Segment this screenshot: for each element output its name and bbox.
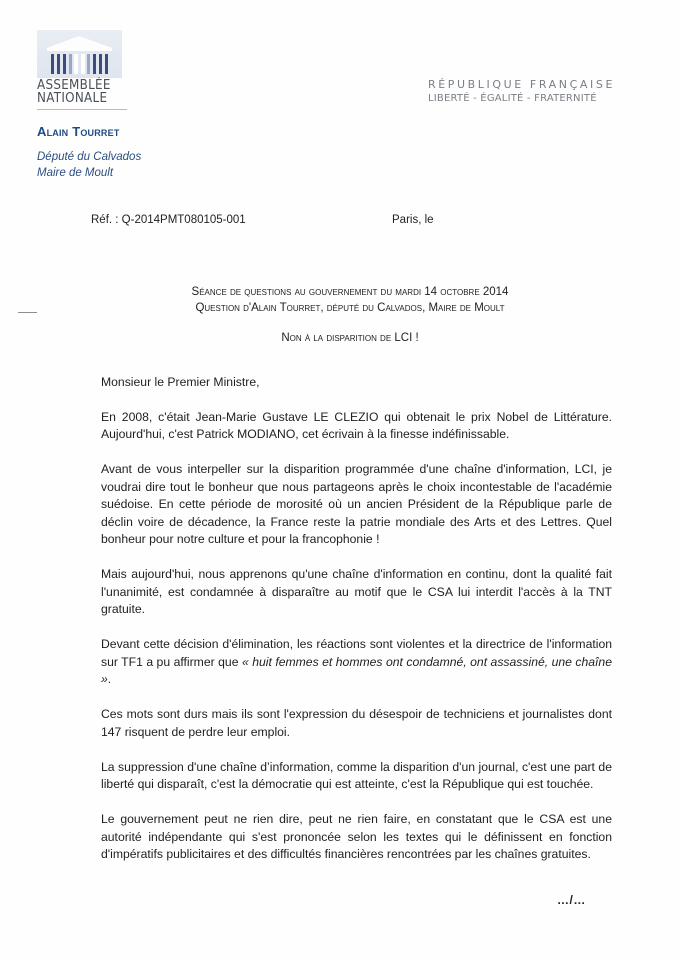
subject-title: Non à la disparition de LCI ! [281, 332, 419, 344]
author-role-mayor: Maire de Moult [37, 167, 114, 179]
republic-header [428, 78, 615, 106]
author-name: Alain Tourret [37, 124, 120, 139]
author-role-deputy: Député du Calvados [37, 151, 142, 163]
session-title [90, 284, 610, 316]
session-line: Séance de questions au gouvernement du mardi 14 octobre 2014 [191, 286, 509, 298]
question-line: Question d'Alain Tourret, député du Calvados, Maire de Moult [195, 302, 505, 314]
letter-body [101, 374, 612, 881]
quote-text: « huit femmes et hommes ont condamné, ont assassiné, une chaîne » [101, 654, 612, 686]
page-continued-mark: …/… [557, 893, 586, 907]
author-block [37, 124, 141, 181]
paragraph-tf1-quote [101, 636, 612, 689]
republic-motto: LIBERTÉ - ÉGALITÉ - FRATERNITÉ [427, 93, 597, 104]
logo-line-2: NATIONALE [37, 91, 108, 106]
quote-end: . [107, 672, 112, 686]
paragraph-nobel: En 2008, c'était Jean-Marie Gustave LE CLEZIO qui obtenait le prix Nobel de Littérature. Aujourd'hui, c'est Patrick MODIANO, cet écrivain à la finesse indéfinissable. [101, 409, 612, 441]
paragraph-gouvernement: Le gouvernement peut ne rien dire, peut ne rien faire, en constatant que le CSA est une autorité indépendante qui s'est prononcée selon les textes qui le définissent en fonction d'impératifs publicitaires et des difficultés financières rencontrées par les chaînes gratuites. [101, 812, 612, 861]
palais-bourbon-columns-icon [37, 30, 122, 78]
salutation: Monsieur le Premier Ministre, [101, 375, 260, 389]
place-date: Paris, le [392, 214, 434, 226]
logo-divider [37, 109, 127, 110]
paragraph-academie: Avant de vous interpeller sur la disparition programmée d'une chaîne d'information, LCI, je voudrai dire tout le bonheur que nous partageons après le choix incontestable de l'académie suédoise. En cette période de morosité où un ancien Président de la République parle de déclin voire de décadence, la France reste la patrie mondiale des Arts et des Lettres. Quel bonheur pour notre culture et pour la francophonie ! [101, 462, 612, 546]
paragraph-liberte: La suppression d'une chaîne d’information, comme la disparition d'un journal, c'est une part de liberté qui disparaît, c'est la démocratie qui est atteinte, c'est la République qui est touchée. [101, 759, 612, 791]
paragraph-emplois: Ces mots sont durs mais ils sont l'expression du désespoir de techniciens et journalistes dont 147 risquent de perdre leur emploi. [101, 707, 612, 739]
logo-line-1: ASSEMBLÉE [37, 78, 111, 93]
quote-intro: Devant cette décision d'élimination, les réactions sont violentes et la directrice de l'information sur TF1 a pu affirmer que [101, 637, 612, 669]
logo-wordmark [37, 79, 123, 105]
assemblee-nationale-logo [37, 30, 122, 110]
fold-mark [18, 312, 37, 313]
paragraph-csa: Mais aujourd'hui, nous apprenons qu'une chaîne d'information en continu, dont la qualité fait l'unanimité, est condamnée à disparaître au motif que le CSA lui interdit l'accès à la TNT gratuite. [101, 567, 612, 616]
reference-number: Réf. : Q-2014PMT080105-001 [91, 214, 246, 226]
republic-title: RÉPUBLIQUE FRANÇAISE [427, 78, 615, 91]
